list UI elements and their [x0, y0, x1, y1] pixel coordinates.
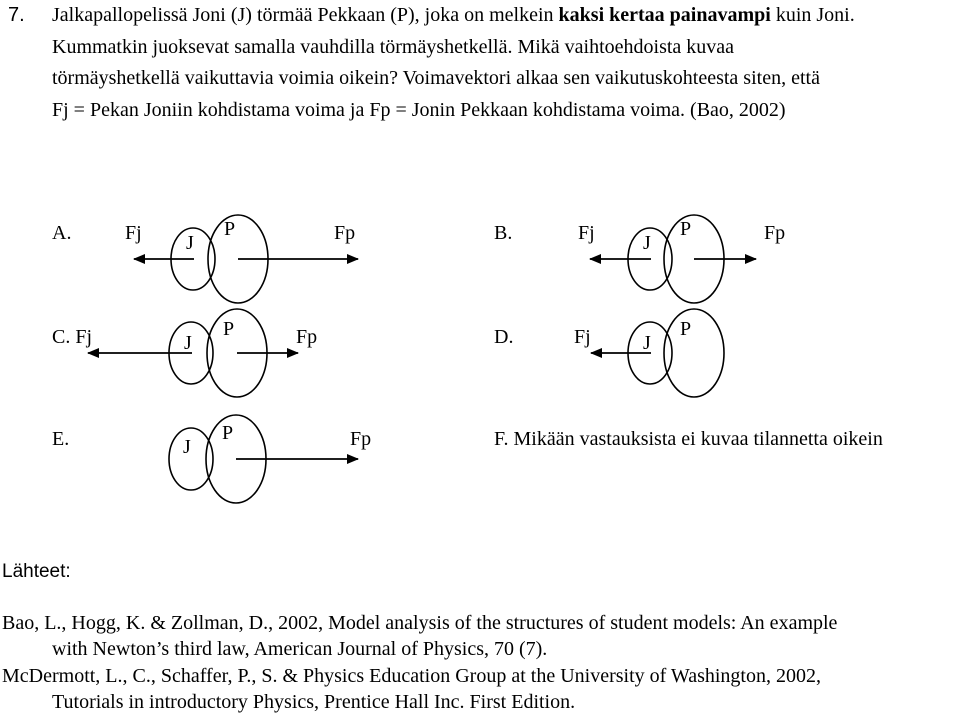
joni-label: J	[643, 232, 651, 254]
option-f-text: F. Mikään vastauksista ei kuvaa tilannetta oikein	[494, 428, 883, 450]
joni-label: J	[184, 332, 192, 354]
reference-2-line-2: Tutorials in introductory Physics, Prentice Hall Inc. First Edition.	[52, 691, 576, 713]
question-number: 7.	[8, 4, 25, 26]
diagram-d	[591, 309, 724, 397]
option-d-label: D.	[494, 326, 514, 348]
pekka-circle	[664, 309, 724, 397]
option-c-label: C. Fj	[52, 326, 93, 348]
emphasis-text: kaksi kertaa painavampi	[558, 4, 771, 26]
pekka-label: P	[680, 318, 692, 340]
pekka-label: P	[680, 218, 692, 240]
diagram-e	[169, 415, 358, 503]
pekka-label: P	[223, 318, 235, 340]
fj-label: Fj	[578, 222, 595, 244]
option-b-label: B.	[494, 222, 513, 244]
pekka-label: P	[222, 422, 234, 444]
pekka-label: P	[224, 218, 236, 240]
diagram-a	[134, 215, 358, 303]
reference-1-line-2: with Newton’s third law, American Journal of Physics, 70 (7).	[52, 638, 548, 660]
joni-label: J	[643, 332, 651, 354]
reference-1-line-1: Bao, L., Hogg, K. & Zollman, D., 2002, Model analysis of the structures of student models: An example	[2, 612, 838, 634]
joni-label: J	[183, 436, 191, 458]
diagram-c	[88, 309, 298, 397]
fp-label: Fp	[334, 222, 356, 244]
reference-2-line-1: McDermott, L., C., Schaffer, P., S. & Physics Education Group at the University of Washington, 2002,	[2, 665, 821, 687]
fj-label: Fj	[574, 326, 591, 348]
question-line-3: törmäyshetkellä vaikuttavia voimia oikein? Voimavektori alkaa sen vaikutuskohteesta siten, että	[52, 67, 820, 89]
fp-label: Fp	[764, 222, 786, 244]
option-e-label: E.	[52, 428, 70, 450]
option-a-label: A.	[52, 222, 72, 244]
diagram-b	[590, 215, 756, 303]
sources-heading: Lähteet:	[2, 561, 71, 582]
question-line-1: Jalkapallopelissä Joni (J) törmää Pekkaan (P), joka on melkein kaksi kertaa painavampi kuin Joni.	[52, 4, 855, 26]
fj-label: Fj	[125, 222, 142, 244]
fp-label: Fp	[350, 428, 372, 450]
question-line-4: Fj = Pekan Joniin kohdistama voima ja Fp = Jonin Pekkaan kohdistama voima. (Bao, 2002)	[52, 98, 786, 121]
question-line-2: Kummatkin juoksevat samalla vauhdilla törmäyshetkellä. Mikä vaihtoehdoista kuvaa	[52, 35, 735, 58]
fp-label: Fp	[296, 326, 318, 348]
joni-label: J	[186, 232, 194, 254]
